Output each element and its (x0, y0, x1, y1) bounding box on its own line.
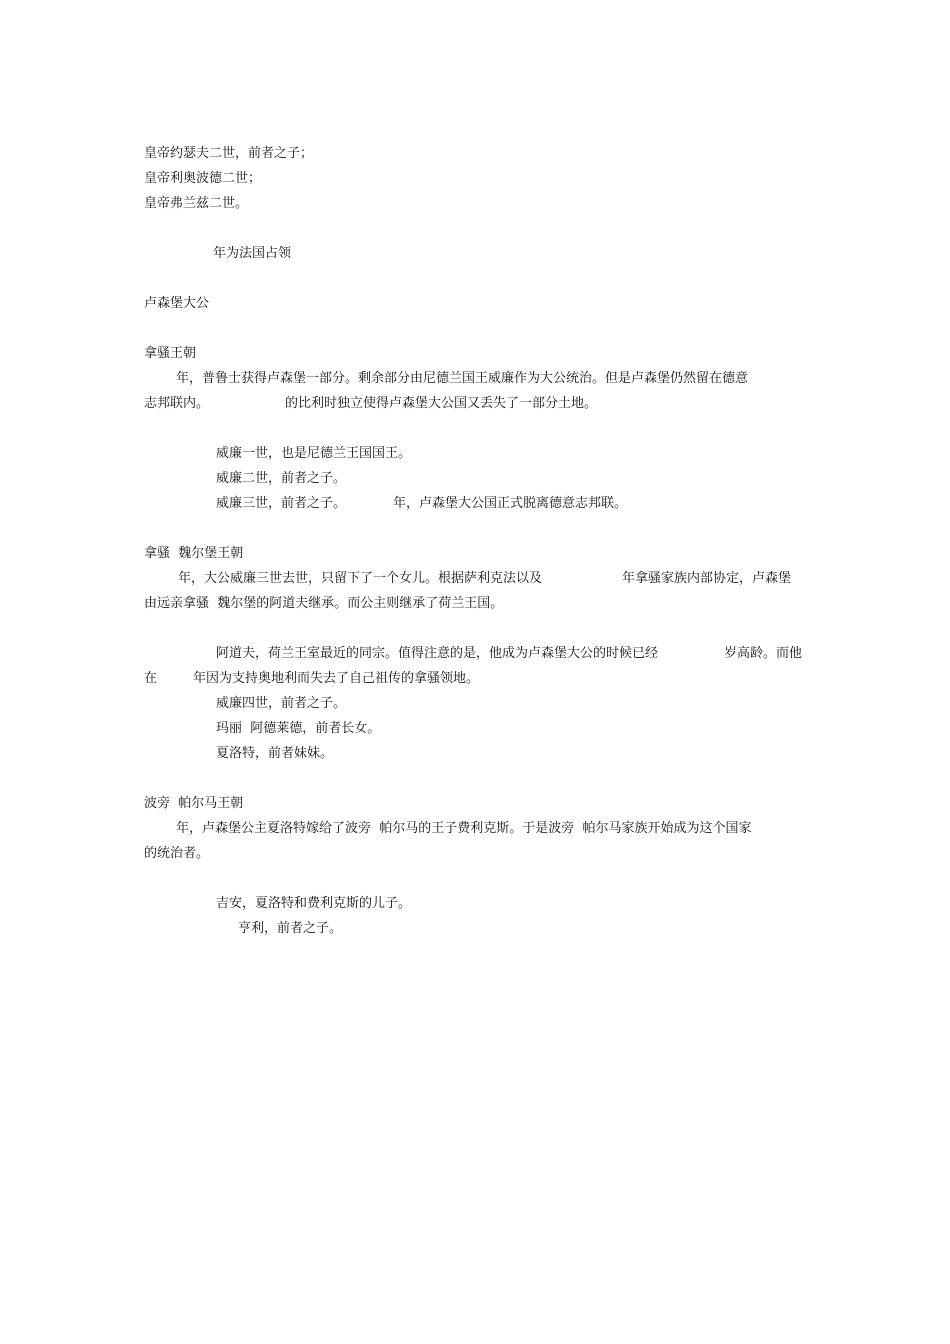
ruler-item: 威廉四世，前者之子。 (216, 696, 347, 711)
paragraph-line: 年拿骚家族内部协定，卢森堡 (622, 571, 792, 586)
paragraph-line: 年因为支持奥地利而失去了自己祖传的拿骚领地。 (193, 671, 480, 686)
section-heading-nassau-weilburg: 拿骚 魏尔堡王朝 (144, 546, 244, 561)
paragraph-line: 在 (144, 671, 158, 686)
paragraph-line: 年，普鲁士获得卢森堡一部分。剩余部分由尼德兰国王威廉作为大公统治。但是卢森堡仍然留在德意 (176, 371, 749, 386)
section-heading-grand-duke: 卢森堡大公 (144, 296, 210, 311)
french-occupation-note: 年为法国占领 (213, 246, 292, 261)
paragraph-line: 岁高龄。而他 (724, 646, 803, 661)
ruler-item: 威廉三世，前者之子。 (216, 496, 347, 511)
ruler-item: 吉安，夏洛特和费利克斯的儿子。 (216, 896, 412, 911)
ruler-item: 亨利，前者之子。 (238, 921, 343, 936)
ruler-item: 威廉二世，前者之子。 (216, 471, 347, 486)
ruler-item: 玛丽 阿德莱德，前者长女。 (216, 721, 381, 736)
ruler-item: 威廉一世，也是尼德兰王国国王。 (216, 446, 412, 461)
paragraph-line: 由远亲拿骚 魏尔堡的阿道夫继承。而公主则继承了荷兰王国。 (144, 596, 504, 611)
section-heading-bourbon-parma: 波旁 帕尔马王朝 (144, 796, 244, 811)
paragraph-line: 的统治者。 (144, 846, 210, 861)
paragraph-line: 年，卢森堡公主夏洛特嫁给了波旁 帕尔马的王子费利克斯。于是波旁 帕尔马家族开始成为这个国家 (176, 821, 752, 836)
paragraph-line: 阿道夫，荷兰王室最近的同宗。值得注意的是，他成为卢森堡大公的时候已经 (216, 646, 659, 661)
section-heading-nassau: 拿骚王朝 (144, 346, 197, 361)
paragraph-line: 志邦联内。 (144, 396, 210, 411)
emperor-item: 皇帝弗兰兹二世。 (144, 196, 249, 211)
ruler-item: 夏洛特，前者妹妹。 (216, 746, 334, 761)
emperor-item: 皇帝利奥波德二世； (144, 171, 262, 186)
paragraph-line: 年，大公威廉三世去世，只留下了一个女儿。根据萨利克法以及 (178, 571, 543, 586)
paragraph-line: 的比利时独立使得卢森堡大公国又丢失了一部分土地。 (285, 396, 598, 411)
ruler-note: 年，卢森堡大公国正式脱离德意志邦联。 (393, 496, 628, 511)
emperor-item: 皇帝约瑟夫二世，前者之子； (144, 146, 314, 161)
